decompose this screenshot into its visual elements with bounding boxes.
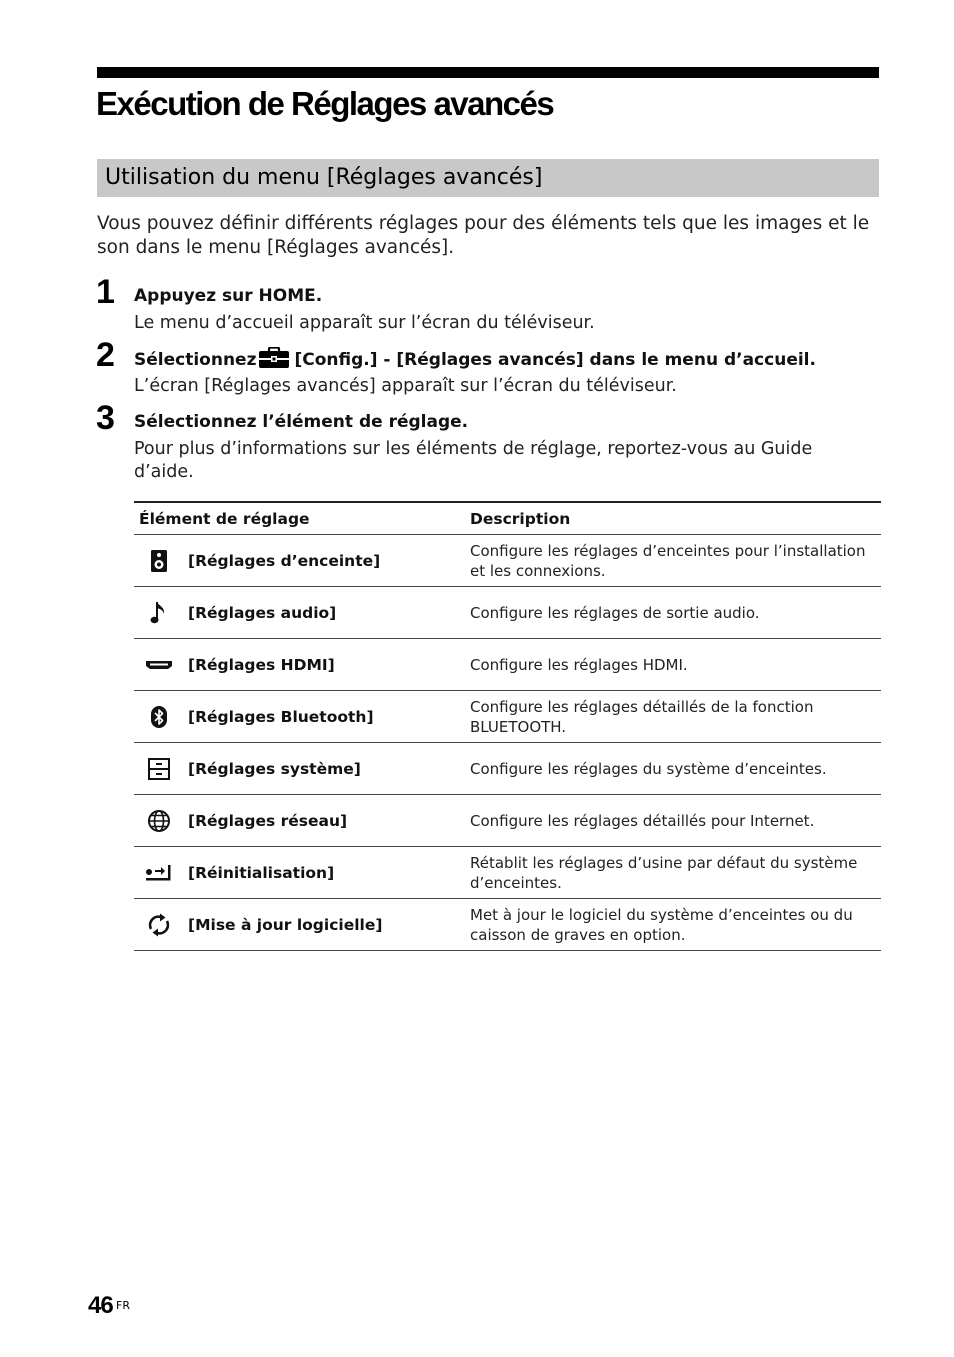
setting-desc: Configure les réglages du système d’enceintes. [470, 743, 881, 795]
setting-name: [Réglages Bluetooth] [184, 691, 470, 743]
page-number: 46 [88, 1292, 113, 1319]
setting-name: [Réglages HDMI] [184, 639, 470, 691]
setting-desc: Met à jour le logiciel du système d’enceintes ou du caisson de graves en option. [470, 899, 881, 951]
section-header [97, 159, 879, 197]
reset-icon [134, 847, 184, 899]
setting-desc: Configure les réglages détaillés pour Internet. [470, 795, 881, 847]
step-desc-2: L’écran [Réglages avancés] apparaît sur l’écran du téléviseur. [134, 376, 677, 396]
globe-icon [134, 795, 184, 847]
step-title-2-after: [Config.] - [Réglages avancés] dans le menu d’accueil. [294, 350, 816, 370]
setting-name: [Réglages d’enceinte] [184, 535, 470, 587]
setting-name: [Mise à jour logicielle] [184, 899, 470, 951]
page-language: FR [116, 1299, 130, 1312]
step-desc-1: Le menu d’accueil apparaît sur l’écran du téléviseur. [134, 313, 595, 333]
table-row [134, 691, 881, 743]
setting-desc: Configure les réglages HDMI. [470, 639, 881, 691]
setting-desc: Configure les réglages de sortie audio. [470, 587, 881, 639]
step-desc-3: Pour plus d’informations sur les éléments de réglage, reportez-vous au Guide d’aide. [134, 439, 813, 482]
table-row [134, 587, 881, 639]
setting-name: [Réinitialisation] [184, 847, 470, 899]
table-row [134, 899, 881, 951]
step-number-2: 2 [96, 336, 114, 374]
step-title-2-before: Sélectionnez [134, 350, 257, 370]
step-title-3: Sélectionnez l’élément de réglage. [134, 412, 469, 432]
speaker-icon [134, 535, 184, 587]
system-icon [134, 743, 184, 795]
table-row [134, 639, 881, 691]
setting-name: [Réglages audio] [184, 587, 470, 639]
setting-name: [Réglages système] [184, 743, 470, 795]
table-row [134, 795, 881, 847]
step-title-1: Appuyez sur HOME. [134, 286, 323, 306]
music-note-icon [134, 587, 184, 639]
setting-desc: Configure les réglages d’enceintes pour l’installation et les connexions. [470, 535, 881, 587]
toolbox-icon [258, 347, 290, 376]
table-row [134, 847, 881, 899]
table-header-row [134, 502, 881, 535]
hdmi-icon [134, 639, 184, 691]
step-number-3: 3 [96, 399, 114, 437]
step-number-1: 1 [96, 273, 114, 311]
bluetooth-icon [134, 691, 184, 743]
title-rule [97, 67, 879, 78]
settings-table [134, 501, 881, 951]
update-icon [134, 899, 184, 951]
intro-paragraph: Vous pouvez définir différents réglages pour des éléments tels que les images et le son dans le menu [Réglages avancés]. [97, 213, 870, 258]
setting-desc: Configure les réglages détaillés de la fonction BLUETOOTH. [470, 691, 881, 743]
header-description: Description [470, 502, 881, 535]
step-title-2 [134, 347, 816, 376]
table-row [134, 743, 881, 795]
page-title: Exécution de Réglages avancés [96, 85, 554, 122]
section-title: Utilisation du menu [Réglages avancés] [105, 165, 543, 190]
setting-name: [Réglages réseau] [184, 795, 470, 847]
table-row [134, 535, 881, 587]
header-item: Élément de réglage [134, 502, 470, 535]
setting-desc: Rétablit les réglages d’usine par défaut du système d’enceintes. [470, 847, 881, 899]
